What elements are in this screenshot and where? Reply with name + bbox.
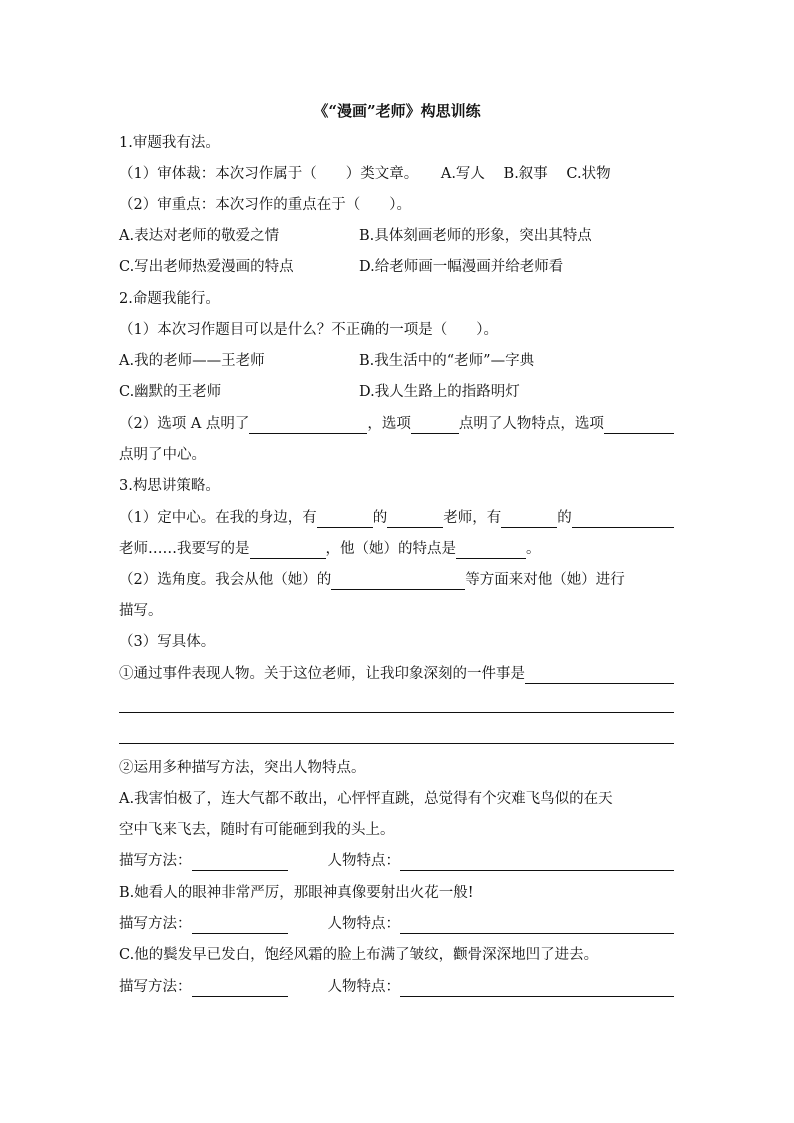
answer-blank[interactable]	[387, 511, 443, 528]
question-2-1: （1）本次习作题目可以是什么？不正确的一项是（ ）。	[119, 322, 498, 338]
option-b: B.叙事	[503, 166, 548, 182]
option-c: C.状物	[566, 166, 611, 182]
method-blank[interactable]	[192, 917, 288, 934]
method-blank[interactable]	[192, 980, 288, 997]
options-row-2	[119, 382, 674, 402]
page-title: 《“漫画”老师》构思训练	[313, 102, 481, 120]
answer-blank[interactable]	[525, 667, 674, 684]
answer-row-b: 描写方法： 人物特点：	[119, 914, 674, 934]
section-3-heading: 3.构思讲策略。	[119, 478, 220, 494]
answer-blank[interactable]	[572, 511, 674, 528]
options-row-1	[119, 226, 674, 246]
answer-row-c: 描写方法： 人物特点：	[119, 977, 674, 997]
question-3-1: （1）定中心。在我的身边，有 的 老师，有 的	[119, 508, 674, 528]
question-3-2-cont: 描写。	[119, 603, 163, 619]
question-1-2: （2）审重点：本次习作的重点在于（ ）。	[119, 197, 411, 213]
trait-blank[interactable]	[400, 980, 674, 997]
trait-blank[interactable]	[400, 854, 674, 871]
question-3-1-cont: 老师……我要写的是 ，他（她）的特点是 。	[119, 541, 541, 557]
question-3-2: （2）选角度。我会从他（她）的 等方面来对他（她）进行	[119, 572, 625, 588]
event-prompt: ①通过事件表现人物。关于这位老师，让我印象深刻的一件事是	[119, 664, 674, 684]
answer-blank[interactable]	[250, 542, 326, 559]
answer-blank[interactable]	[604, 417, 674, 434]
option-a: A.写人	[440, 166, 485, 182]
answer-row-a: 描写方法： 人物特点：	[119, 851, 674, 871]
option-b: B.我生活中的“老师”—字典	[359, 353, 535, 369]
methods-prompt: ②运用多种描写方法，突出人物特点。	[119, 760, 366, 776]
answer-blank[interactable]	[317, 511, 373, 528]
method-blank[interactable]	[192, 854, 288, 871]
option-b: B.具体刻画老师的形象，突出其特点	[359, 228, 592, 244]
options-row-2	[119, 257, 674, 277]
answer-blank[interactable]	[249, 417, 367, 434]
question-1-1	[119, 164, 674, 184]
answer-line[interactable]	[119, 743, 674, 744]
question-text: （1）审体裁：本次习作属于（ ）类文章。	[119, 166, 419, 182]
section-1-heading: 1.审题我有法。	[119, 135, 220, 151]
sentence-b: B.她看人的眼神非常严厉，那眼神真像要射出火花一般!	[119, 885, 474, 901]
answer-blank[interactable]	[331, 573, 465, 590]
answer-blank[interactable]	[456, 542, 526, 559]
answer-blank[interactable]	[501, 511, 557, 528]
question-2-2: （2）选项 A 点明了 ，选项 点明了人物特点，选项	[119, 414, 674, 434]
question-2-2-cont: 点明了中心。	[119, 447, 206, 463]
question-3-3: （3）写具体。	[119, 634, 216, 650]
option-d: D.给老师画一幅漫画并给老师看	[359, 259, 564, 275]
trait-blank[interactable]	[400, 917, 674, 934]
sentence-c: C.他的鬓发早已发白，饱经风霜的脸上布满了皱纹，颧骨深深地凹了进去。	[119, 947, 599, 963]
answer-line[interactable]	[119, 712, 674, 713]
option-a: A.我的老师——王老师	[119, 353, 265, 369]
option-c: C.幽默的王老师	[119, 384, 222, 400]
option-c: C.写出老师热爱漫画的特点	[119, 259, 294, 275]
option-a: A.表达对老师的敬爱之情	[119, 228, 280, 244]
section-2-heading: 2.命题我能行。	[119, 291, 220, 307]
answer-blank[interactable]	[411, 417, 459, 434]
sentence-a-cont: 空中飞来飞去，随时有可能砸到我的头上。	[119, 822, 395, 838]
sentence-a: A.我害怕极了，连大气都不敢出，心怦怦直跳，总觉得有个灾难飞鸟似的在天	[119, 791, 613, 807]
options-row-1	[119, 351, 674, 371]
option-d: D.我人生路上的指路明灯	[359, 384, 520, 400]
